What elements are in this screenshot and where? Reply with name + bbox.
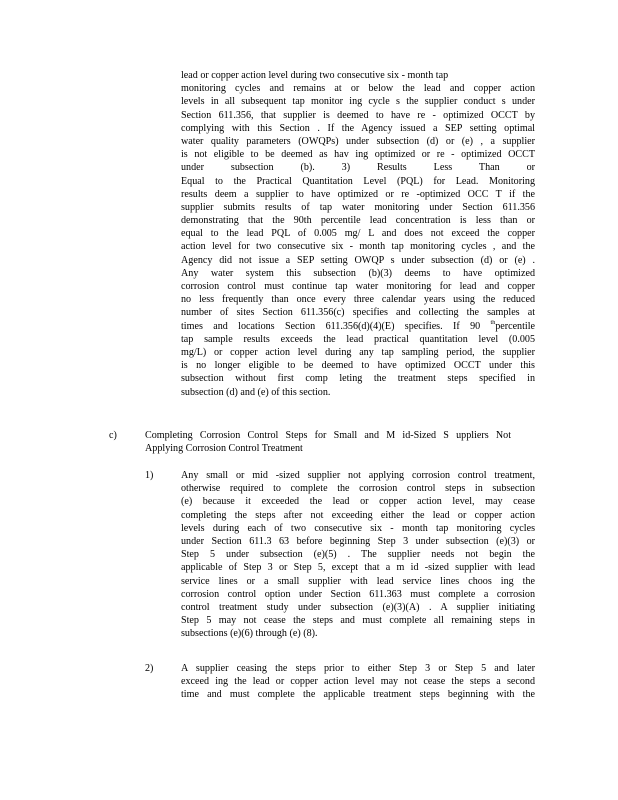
text-line: control treatment study under subsection (e)(3)(A) . A supplier initiating	[181, 601, 535, 613]
heading-line: Completing Corrosion Control Steps for Small and M id-Sized S uppliers Not	[145, 430, 511, 441]
text-line: corrosion control must continue tap water monitoring for lead and copper	[181, 281, 535, 292]
text-line: Agency did not issue a SEP setting OWQP s under subsection (d) or (e) .	[181, 254, 535, 266]
text-line: completing the steps after not exceeding either the lead or copper action	[181, 509, 535, 521]
text-line: supplier submits results of tap water monitoring under Section 611.356	[181, 201, 535, 213]
text-line: monitoring cycles and remains at or below the lead and copper action	[181, 83, 535, 95]
intro-paragraph	[181, 69, 535, 399]
text-line: Equal to the Practical Quantitation Level (PQL) for Lead. Monitoring	[181, 175, 535, 187]
superscript: th	[490, 319, 496, 326]
text-line: complying with this Section . If the Agency issued a SEP setting optimal	[181, 122, 535, 134]
section-heading	[145, 429, 511, 455]
text-line: Section 611.356, that supplier is deemed to have re - optimized OCCT by	[181, 109, 535, 121]
text-line: results deem a supplier to have optimized or re -optimized OCC T if the	[181, 188, 535, 200]
text-line: time and must complete the applicable treatment steps beginning with the	[181, 689, 535, 701]
text-line: Step 5 may not cease the steps and must complete all remaining steps in	[181, 615, 535, 627]
text-line: water quality parameters (OWQPs) under subsection (d) or (e) , a supplier	[181, 135, 535, 147]
text-line: demonstrating that the 90th percentile lead concentration is less than or	[181, 215, 535, 227]
text-fragment: times and locations Section 611.356(d)(4)(E) specifies. If 90	[181, 320, 481, 332]
text-fragment: percentile	[495, 320, 535, 332]
text-line: subsection without first comp leting the treatment steps specified in	[181, 373, 535, 385]
text-line: corrosion control option under Section 611.363 must complete a corrosion	[181, 588, 535, 600]
text-line-with-superscript	[181, 320, 535, 333]
heading-line: Applying Corrosion Control Treatment	[145, 443, 303, 455]
section-label: c)	[109, 430, 117, 441]
text-line: Any water system this subsection (b)(3) deems to have optimized	[181, 267, 535, 279]
text-line: lead or copper action level during two consecutive six - month tap	[181, 70, 449, 81]
text-line: is no longer eligible to be deemed to have optimized OCCT under this	[181, 360, 535, 372]
text-line: A supplier ceasing the steps prior to either Step 3 or Step 5 and later	[181, 663, 535, 674]
text-line: under subsection (b). 3) Results Less Than or	[181, 162, 535, 174]
text-line: no less frequently than once every three calendar years using the reduced	[181, 294, 535, 306]
text-line: applicable of Step 3 or Step 5, except that a m id -sized supplier with lead	[181, 562, 535, 574]
text-line: under Section 611.3 63 before beginning Step 3 under subsection (e)(3) or	[181, 535, 535, 547]
text-line: Any small or mid -sized supplier not applying corrosion control treatment,	[181, 470, 535, 481]
item-label: 1)	[145, 470, 154, 481]
text-line: otherwise required to complete the corrosion control steps in subsection	[181, 483, 535, 495]
text-line: Step 5 under subsection (e)(5) . The supplier needs not begin the	[181, 549, 535, 561]
item-label: 2)	[145, 663, 154, 674]
item-2-paragraph	[181, 662, 535, 702]
text-line: equal to the lead PQL of 0.005 mg/ L and does not exceed the copper	[181, 228, 535, 240]
text-line: (e) because it exceeded the lead or copper action level, may cease	[181, 496, 535, 508]
text-line: action level for two consecutive six - month tap monitoring cycles , and the	[181, 241, 535, 253]
text-line: levels in all subsequent tap monitor ing cycle s the supplier conduct s under	[181, 96, 535, 108]
text-line: tap sample results exceeds the lead practical quantitation level (0.005	[181, 333, 535, 345]
text-line: subsections (e)(6) through (e) (8).	[181, 628, 318, 640]
text-line: levels during each of two consecutive six - month tap monitoring cycles	[181, 522, 535, 534]
text-line: mg/L) or copper action level during any tap sampling period, the supplier	[181, 346, 535, 358]
text-line: subsection (d) and (e) of this section.	[181, 386, 331, 398]
text-line: service lines or a small supplier with lead service lines choos ing the	[181, 575, 535, 587]
text-line: is not eligible to be deemed as hav ing optimized or re - optimized OCCT	[181, 149, 535, 161]
text-line: number of sites Section 611.356(c) specifies and collecting the samples at	[181, 307, 535, 319]
text-line: exceed ing the lead or copper action level may not cease the steps a second	[181, 676, 535, 688]
item-1-paragraph	[181, 469, 535, 640]
